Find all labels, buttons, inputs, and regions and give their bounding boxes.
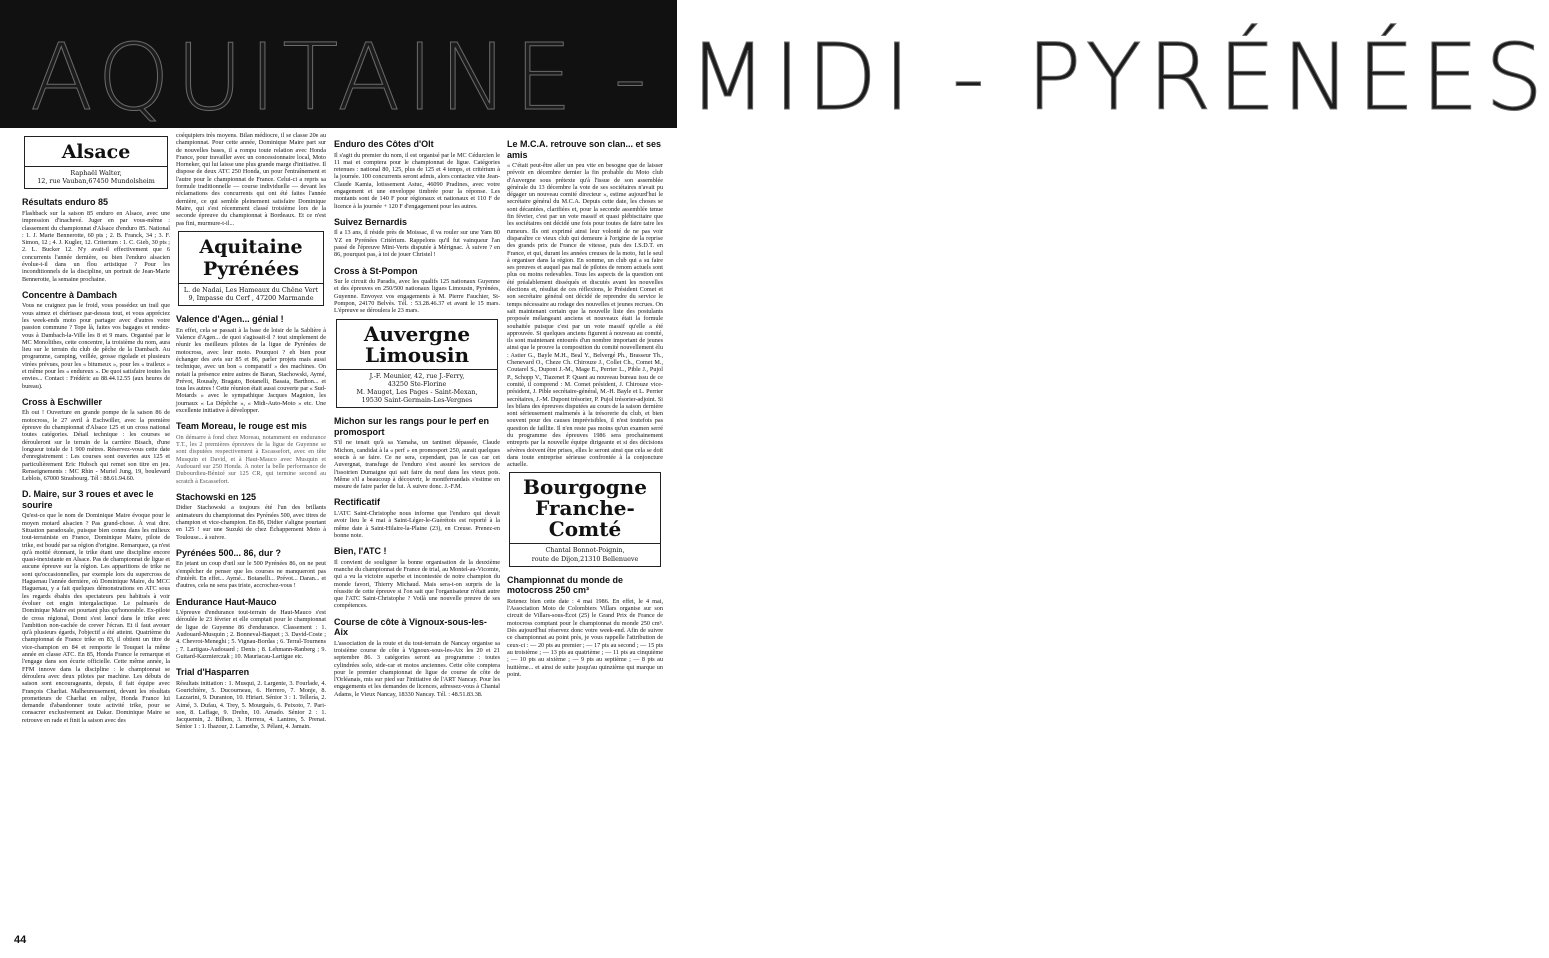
region-address (337, 369, 497, 408)
address-line: M. Mauget, Les Pages - Saint-Mexan, (356, 387, 478, 396)
article-body: Il a 13 ans, il réside près de Moissac, il va rouler sur une Yam 80 YZ en Pyrénées Critérium. Rappelons qu'il fut vainqueur l'an passé de l'épreuve Mini-Verts disputée à Mérignac. À suivre ? en 86, pourquoi pas, à toi de jouer Christel ! (334, 229, 500, 259)
article-body: Flashback sur la saison 85 enduro en Alsace, avec une impression d'inachevé. Juger en par vous-même : classement du championnat d'Alsace d'enduro 85. National : 1. J. Marie Bennerotte, 60 pts ; 2. B. Franck, 34 ; 3. F. Simon, 12 ; 4. J. Kugler, 12. Criterium : 1. C. Gieb, 30 pts ; 2. L. Bucker 12. N'y avait-il effectivement que 6 concurrents l'année dernière, ou bien l'enduro alsacien évolue-t-il dans un flou artistique ? Pour les inconditionnels de la discipline, un portrait de Jean-Marie Bennerotte, la semaine prochaine. (22, 209, 170, 283)
address-line: 12, rue Vauban,67450 Mundolsheim (37, 177, 155, 186)
article-title: Le M.C.A. retrouve son clan... et ses amis (507, 139, 662, 160)
region-name: Bourgogne Franche-Comté (523, 475, 647, 542)
article-title: Enduro des Côtes d'Olt (334, 139, 434, 149)
address-line: 9, Impasse du Cerf , 47200 Marmande (188, 294, 314, 303)
column-1 (22, 132, 170, 932)
column-3 (334, 132, 500, 932)
article-body: Eh oui ! Ouverture en grande pompe de la saison 86 de motocross, le 27 avril à Eschwiller, avec la première épreuve du championnat d'Alsace 125 et un cross national toutes catégories. Détail technique : les courses se dérouleront sur le terrain de la carrière Bisach, d'une longueur totale de 1 900 mètres. Réservez-vous cette date d'enregistrement : Les courses sont ouvertes aux 125 et particulièrement Eric Hubsch qui remet son titre en jeu. Renseignements : MC Rhin - Muriel Jung, 19, boulevard Leblois, 67000 Strasbourg. Tél : 88.61.94.60. (22, 409, 170, 483)
article-title: Cross à Eschwiller (22, 396, 103, 407)
article-title: Stachowski en 125 (176, 491, 257, 502)
address-line: 19530 Saint-Germain-Les-Vergnes (361, 396, 473, 405)
article-body: Retenez bien cette date : 4 mai 1986. En effet, le 4 mai, l'Association Moto de Colombiers Villars organise sur son circuit de Villars-sous-Écot (25) le Grand Prix de France de motocross comptant pour le championnat du monde 250 cm³. Dès aujourd'hui réservez donc votre week-end. Afin de suivre ce championnat au point près, je vous rappelle l'attribution de ceux-ci : — 20 pts au premier ; — 17 pts au second ; — 15 pts au troisième ; — 13 pts au quatrième ; — 11 pts au cinquième ; — 10 pts au sixième ; — 9 pts au septième ; — 8 pts au huitième... et ainsi de suite jusqu'au quinzième qui marque un point. (507, 597, 663, 678)
article-body: L'ATC Saint-Christophe nous informe que l'enduro qui devait avoir lieu le 4 mai à Saint-Léger-le-Guérétois est reporté à la même date à Saint-Hilaire-la-Plaine (23), en Creuse. Prenez-en bonne note. (334, 509, 500, 539)
banner-title: AQUITAINE - MIDI - PYRÉNÉES (30, 24, 1549, 131)
region-address (25, 166, 167, 188)
article-title: Suivez Bernardis (334, 216, 408, 227)
article-body: Résultats initiation : 1. Musqui, 2. Largente, 3. Fourlade, 4. Gourichière, 5. Ducourneau, 6. Herrero, 7. Monje, 8. Lazzarini, 9. Duranton, 10. Hiriart. Sénior 3 : 1. Tellería, 2. Aimé, 3. Dufau, 4. Trey, 5. Mourguès, 6. Peixoto, 7. Parison, 8. Laffage, 9. Drehn, 10. Amado. Sénior 2 : 1. Jacquemin, 2. Bilhon, 3. Herrera, 4. Lantres, 5. Prenat. Sénior 1 : 1. Ihazour, 2. Lamothe, 3. Pélant, 4. Jamain. (176, 679, 326, 731)
region-address (179, 283, 323, 305)
article-body: Didier Stachowski a toujours été l'un des brillants animateurs du championnat des Pyrénées 500, avec titres de champion et vice-champion. En 86, Didier s'aligne pourtant en 125 ! sur une Suzuki de chez Échappement Moto à Toulouse... à suivre. (176, 504, 326, 541)
article-title: Bien, l'ATC ! (334, 546, 387, 557)
article-body: L'association de la route et du tout-terrain de Nancay organise sa troisième course de côte à Vignoux-sous-les-Aix les 20 et 21 septembre 86. 3 catégories seront au programme : toutes cylindrées solo, side-car et motos anciennes. Cette côte comptera pour le premier championnat de ligue de course de côte de l'Orléanais, mis sur pied sur l'initiative de l'ART Nancay. Pour les engagements et les demandes de licences, adressez-vous à Chantal Adams, le Vieux Nancay, 18330 Nancay. Tél. : 48.51.83.38. (334, 639, 500, 698)
article-body: En jetant un coup d'œil sur le 500 Pyrénées 86, on ne peut s'empêcher de penser que les courses ne manqueront pas d'intérêt. En effet... Aymé... Botanelli... Prévot... Daran... et d'autres, cela ne sera pas triste, accrochez-vous ! (176, 560, 326, 590)
article-title: Rectificatif (334, 497, 381, 508)
article-title: Team Moreau, le rouge est mis (176, 421, 307, 432)
article-body: S'il ne tenait qu'à sa Yamaha, un tantinet dépassée, Claude Michon, candidat à la « perf » en promosport 250, aurait quelques soucis à se faire. Ce ne sera, cependant, pas le cas car cet Auvergnat, transfuge de l'enduro s'est assuré les services de l'issoirien Dumaigne qui sait faire du neuf dans les vieux pots. Même s'il a beaucoup à découvrir, le montferrandais s'estime en mesure de faire parler de lui. À suivre donc. J.-F.M. (334, 439, 500, 491)
article-title: Cross à St-Pompon (334, 265, 418, 276)
header-banner (0, 0, 1549, 131)
region-box-aquitaine (178, 231, 324, 306)
address-line: 43250 Ste-Florine (387, 379, 447, 388)
article-body: L'épreuve d'endurance tout-terrain de Haut-Mauco s'est déroulée le 23 février et elle comptait pour le championnat de ligue de Guyenne 86 d'endurance. Classement : 1. Audouard-Musquin ; 2. Bonneval-Baquet ; 3. David-Coste ; 4. Chevrot-Meneghi ; 5. Vignau-Bordas ; 6. Terral-Tournens ; 7. Lartigau-Audouard ; Denis ; 8. Lehmann-Ranberg ; 9. Guitard-Kazmierczak ; 10. Mauriacau-Lartigue etc. (176, 609, 326, 660)
region-name: Aquitaine Pyrénées (199, 235, 303, 280)
address-line: Raphaël Walter, (70, 169, 122, 177)
article-body: Vous ne craignez pas le froid, vous possédez un trail que vous aimez et chérissez par-dessus tout, et vous appréciez les week-ends moto pour partager avec d'autres votre passion commune ? Tope là, faites vos bagages et rendez-vous à Dambach-la-Ville les 8 et 9 mars. Organisé par le MC Monolithes, cette concentre, la troisième du nom, aura lieu sur le terrain du club de pêche de la Dambach. Au programme, camping, veillée, grosse rigolade et plusieurs virées prévues, pour les « bitumeux », pour les « traileux » et même pour les « endureux ». De quoi satisfaire toutes les envies... Contact : Frédéric au 88.44.12.55 (aux heures de bureau). (22, 302, 170, 390)
article-title: Course de côte à Vignoux-sous-les-Aix (334, 616, 487, 638)
article-title: Valence d'Agen... génial ! (176, 314, 284, 325)
article-title: Trial d'Hasparren (176, 667, 250, 678)
article-title: Pyrénées 500... 86, dur ? (176, 547, 282, 558)
article-title: Endurance Haut-Mauco (176, 596, 277, 607)
region-name: Auvergne Limousin (363, 321, 471, 367)
column-2 (176, 132, 326, 932)
region-box-alsace (24, 136, 168, 189)
article-body: Il s'agit du premier du nom, il est organisé par le MC Cédurcien le 11 mai et comptera pour le championnat de ligue. Catégories retenues : national 80, 125, plus de 125 et 4 temps, et critérium à la journée. 100 concurrents seront admis, alors contactez vite Jean-Claude Kamia, lotissement Astuc, 46090 Pradines, avec votre engagement et une enveloppe timbrée pour la réponse. Les montants sont de 140 F pour régionaux et nationaux et 110 F de licence à la journée + 120 F d'engagement pour les autres. (334, 151, 500, 210)
region-box-bourgogne (509, 472, 661, 566)
address-line: L. de Nadai, Les Hameaux du Chêne Vert (183, 285, 319, 294)
address-line: Chantal Bonnot-Poignin, (545, 546, 625, 555)
article-body: Qu'est-ce que le nom de Dominique Maire évoque pour le moyen motard alsacien ? Pas grand-chose. À vrai dire. Situation paradoxale, puisque bien connu dans les milieux tout-terrainiste en France, Dominique Maire, pilote de trike, est boudé par sa région d'origine. Remarquez, ça n'est qu'à moitié étonnant, le trike étant une discipline encore quasi-inexistante en Alsace. Pas de championnat de ligue et aucune épreuve sur la région. Les apparitions de trike ne sont qu'occasionnelles, par exemple lors du supercross de Haguenau l'année dernière, où Dominique Maire, du MCC Haguenau, y a fait quelques démonstrations en ATC sous les regards ébahis des spectateurs peu habitués à voir évoluer cet engin intergalactique. Le palmarès de Dominique Maire est pourtant plus qu'honorable. Ex-pilote de cross régional, Domi s'est lancé dans le trike avec l'ambition non-cachée de crever l'écran. Et il faut avouer qu'à plusieurs égards, l'objectif a été atteint. Quatrième du championnat de France trike en 83, il obtient un titre de vice-champion en 84 et remporte le Touquet la même année en classe ATC. En 85, Honda France le remarque et l'engage dans son écurie officielle. Cette même année, la FFM innove dans la discipline : le championnat se déroulera avec deux pilotes par machine. Les débuts de saison sont encourageants, depuis, il fait équipe avec François Charliat. Malheureusement, devant les résultats prometteurs de Charliat en rallye, Honda France lui demande d'abandonner toute activité trike, pour se consacrer exclusivement au Dakar. Dominique Maire se retrouve en rade et finit la saison avec des (22, 512, 170, 724)
column-4 (507, 132, 663, 932)
article-body: Il convient de souligner la bonne organisation de la deuxième manche du championnat de France de trial, au Montel-au-Vicomte, qui a vu la victoire superbe et incontestée de notre champion du monde favori, Thierry Michaud. Mais sera-t-on surpris de la réussite de cette épreuve si l'on sait que l'organisateur n'était autre que l'ATC Saint-Christophe ? Voilà une nouvelle preuve de ses compétences. (334, 558, 500, 610)
article-body: « C'était peut-être aller un peu vite en besogne que de laisser prévoir en décembre dernier la fin probable du Moto club d'Auvergne sous prétexte qu'à l'issue de son assemblée générale du 13 décembre la vote de ses sociétaires n'avait pu dégager un nouveau comité directeur », estime aujourd'hui le secrétaire général du M.C.A. Depuis cette date, les choses se sont décantées, clarifiées et, pour la seconde assemblée tenue fin février, c'est par un vote massif et quasi plébiscitaire que les sociétaires ont décidé une fois pour toutes de faire taire les rumeurs. Ils ont exprimé ainsi leur volonté de ne pas voir disparaître ce vieux club qui demeure à l'origine de la reprise des grands prix de France de vitesse, puis des I.S.D.T. en France, et qui, durant les années creuses de la moto, fut le seul à organiser dans la région. En somme, un club qui a su faire ses preuves et auquel pas mal de pilotes de renom actuels sont plus ou moins redevables. Tous les aspects de la question ont été préalablement disséqués et discutés avant les nouvelles élections et, résultat de ces réflexions, le Président Comet et son secrétaire général ont décidé de reprendre du service le temps nécessaire au rodage des nouvelles et jeunes recrues. On sait maintenant certain que la nouvelle liste des postulants proposée mélangeant anciens et nouveaux était la formule souhaitée puisque c'est par un vote massif qu'elle a été approuvée. Si quelques anciens figurent à nouveau au comité, ils sont maintenant entourés d'un nombre important de jeunes ainsi que le prouve la composition du comité nouvellement élu : Astier G., Bayle M.H., Beal Y., Belvergé Ph., Brasseur Th., Chenevard O., Cheze Ch. Chirouze J., Collet Ch., Comet M., Coutarel S., Dupont J.-M., Mage E., Perrier L., Pible J., Pujol P., Schopp V., Tiazenet P. Quant au nouveau bureau issu de ce comité, il comprend : M. Comet président, J. Chirouze vice-président, J. Pible secrétaire-général, M.-H. Bayle et L. Perrier secrétaires, J.-M. Dupont trésorier, P. Pujol trésorier-adjoint. Si les bilans des épreuves disputées au cours de la saison dernière sont sérieusement malmenés à la trésorerie du club, et bien souvent pour des causes imprévisibles, il n'est toutefois pas question de faillite. Il n'en reste pas moins qu'un examen serré du programme des épreuves 1986 sera prochainement entrepris par la nouvelle équipe dirigeante et si des décisions sévères doivent être prises, elles le seront ainsi que cela se doit dans toute entreprise sérieuse confrontée à la conjoncture actuelle. (507, 162, 664, 469)
article-continuation: coéquipiers très moyens. Bilan médiocre, il se classe 20e au championnat. Pour cette année, Dominique Maire part sur de nouvelles bases, il a rompu toute relation avec Honda France, pour travailler avec un concessionnaire local, Moto Horneker, qui lui laisse une plus grande marge d'initiative. Il dispose de deux ATC 250 Honda, un pour l'entraînement et l'autre pour le championnat de France. Celui-ci a repris sa formule traditionnelle — course individuelle — devant les réclamations des concurrents qui ont été faites l'année dernière, ce qui semble pleinement satisfaire Dominique Maire, qui s'est récemment classé troisième lors de la seconde épreuve du championnat à Bordeaux. Et ce n'est pas fini, murmure-t-il... (176, 132, 326, 227)
region-box-auvergne (336, 319, 498, 409)
article-title: Concentre à Dambach (22, 289, 118, 300)
region-name: Alsace (61, 141, 131, 163)
page-number: 44 (14, 934, 27, 946)
article-body: En effet, cela se passait à la base de loisir de la Sablière à Valence d'Agen... de quoi s'agissait-il ? tout simplement de réunir les meilleurs pilotes de la ligue de Pyrénées de motocross, avec leur moto. Pourquoi ? eh bien pour échanger des avis sur 85 et 86, parler projets mais aussi technique, avec un bon « comparatif » des machines. On notait la présence entre autres de Baran, Stachowski, Aymé, Prévot, Rousaly, Bragato, Botanelli, Basaia, Barthon... et tous les autres ! Cette réunion était aussi couverte par « Sud-Motards » avec le sympathique Jacques Magnion, les journaux « La Dépêche », « Midi-Auto-Moto » etc. Une excellente initiative à développer. (176, 326, 327, 415)
article-body: Sur le circuit du Paradis, avec les qualifs 125 nationaux Guyenne et des épreuves en 250/500 nationaux ligues Limousin, Pyrénées, Guyenne. Envoyez vos engagements à M. Pierre Fauchier, St-Pompon, 24170 Belvès. Tél. : 53.28.46.37 et avant le 15 mars. L'épreuve se déroulera le 23 mars. (334, 278, 500, 315)
article-title: Championnat du monde de motocross 250 cm³ (507, 574, 623, 596)
region-address (510, 543, 660, 565)
article-title: D. Maire, sur 3 roues et avec le sourire (22, 489, 154, 510)
article-title: Résultats enduro 85 (22, 197, 109, 208)
article-body: On démarre à fond chez Moreau, notamment en endurance T.T., les 2 premières épreuves de la ligue de Guyenne se sont disputées respectivement à Escassefort, avec en tête Musquin et David, et à Haut-Mauco avec Musquin et Audouard sur 250 Honda. À noter la belle performance de Dubourdieu-Bénizé sur 125 CR, qui termine second au scratch à Escassefort. (176, 433, 326, 485)
address-line: J.-F. Meunier, 42, rue J.-Ferry, (369, 371, 465, 380)
address-line: route de Dijon,21310 Bellenueve (531, 554, 639, 563)
article-title: Michon sur les rangs pour le perf en promosport (334, 416, 490, 437)
